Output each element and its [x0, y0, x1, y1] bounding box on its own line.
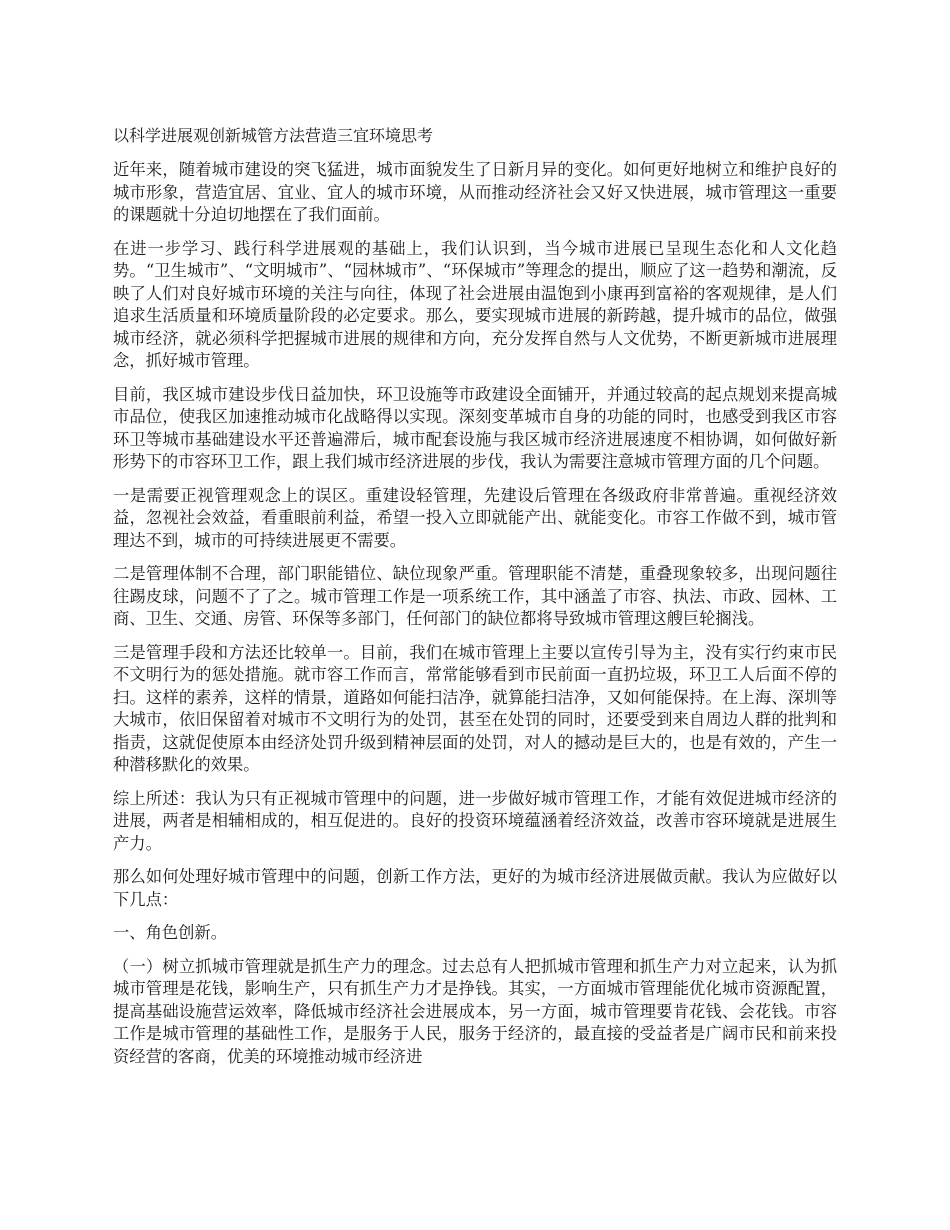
paragraph-issue-two: 二是管理体制不合理，部门职能错位、缺位现象严重。管理职能不清楚，重叠现象较多，出现问题往往踢皮球，问题不了了之。城市管理工作是一项系统工作，其中涵盖了市容、执法、市政、园林、工商、卫生、交通、房管、环保等多部门，任何部门的缺位都将导致城市管理这艘巨轮搁浅。: [113, 564, 837, 628]
paragraph-issue-three: 三是管理手段和方法还比较单一。目前，我们在城市管理上主要以宣传引导为主，没有实行约束市民不文明行为的惩处措施。就市容工作而言，常常能够看到市民前面一直扔垃圾，环卫工人后面不停的扫。这样的素养，这样的情景，道路如何能扫洁净，就算能扫洁净，又如何能保持。在上海、深圳等大城市，依旧保留着对城市不文明行为的处罚，甚至在处罚的同时，还要受到来自周边人群的批判和指责，这就促使原本由经济处罚升级到精神层面的处罚，对人的撼动是巨大的，也是有效的，产生一种潜移默化的效果。: [113, 642, 837, 774]
paragraph-intro: 近年来，随着城市建设的突飞猛进，城市面貌发生了日新月异的变化。如何更好地树立和维护良好的城市形象，营造宜居、宜业、宜人的城市环境，从而推动经济社会又好又快进展，城市管理这一重要的课题就十分迫切地摆在了我们面前。: [113, 160, 837, 224]
paragraph-subsection-one: （一）树立抓城市管理就是抓生产力的理念。过去总有人把抓城市管理和抓生产力对立起来，认为抓城市管理是花钱，影响生产，只有抓生产力才是挣钱。其实，一方面城市管理能优化城市资源配置，提高基础设施营运效率，降低城市经济社会进展成本，另一方面，城市管理要肯花钱、会花钱。市容工作是城市管理的基础性工作，是服务于人民，服务于经济的，最直接的受益者是广阔市民和前来投资经营的客商，优美的环境推动城市经济进: [113, 956, 837, 1066]
section-heading-role-innovation: 一、角色创新。: [113, 923, 227, 942]
paragraph-issue-one: 一是需要正视管理观念上的误区。重建设轻管理，先建设后管理在各级政府非常普遍。重视经济效益，忽视社会效益，看重眼前利益，希望一投入立即就能产出、就能变化。市容工作做不到，城市管理达不到，城市的可持续进展更不需要。: [113, 485, 837, 550]
document-body: [113, 159, 837, 1079]
paragraph-summary: 综上所述：我认为只有正视城市管理中的问题，进一步做好城市管理工作，才能有效促进城市经济的进展，两者是相辅相成的，相互促进的。良好的投资环境蕴涵着经济效益，改善市容环境就是进展生产力。: [113, 788, 837, 853]
paragraph-how-to: 那么如何处理好城市管理中的问题，创新工作方法，更好的为城市经济进展做贡献。我认为应做好以下几点：: [113, 867, 837, 909]
paragraph-current-situation: 目前，我区城市建设步伐日益加快，环卫设施等市政建设全面铺开，并通过较高的起点规划来提高城市品位，使我区加速推动城市化战略得以实现。深刻变革城市自身的功能的同时，也感受到我区市容环卫等城市基础建设水平还普遍滞后，城市配套设施与我区城市经济进展速度不相协调，如何做好新形势下的市容环卫工作，跟上我们城市经济进展的步伐，我认为需要注意城市管理方面的几个问题。: [113, 384, 837, 471]
paragraph-scientific-development: 在进一步学习、践行科学进展观的基础上，我们认识到，当今城市进展已呈现生态化和人文化趋势。“卫生城市”、“文明城市”、“园林城市”、“环保城市”等理念的提出，顺应了这一趋势和潮流，反映了人们对良好城市环境的关注与向往，体现了社会进展由温饱到小康再到富裕的客观规律，是人们追求生活质量和环境质量阶段的必定要求。那么，要实现城市进展的新跨越，提升城市的品位，做强城市经济，就必须科学把握城市进展的规律和方向，充分发挥自然与人文优势，不断更新城市进展理念，抓好城市管理。: [113, 238, 837, 370]
document-title: 以科学进展观创新城管方法营造三宜环境思考: [113, 126, 434, 145]
